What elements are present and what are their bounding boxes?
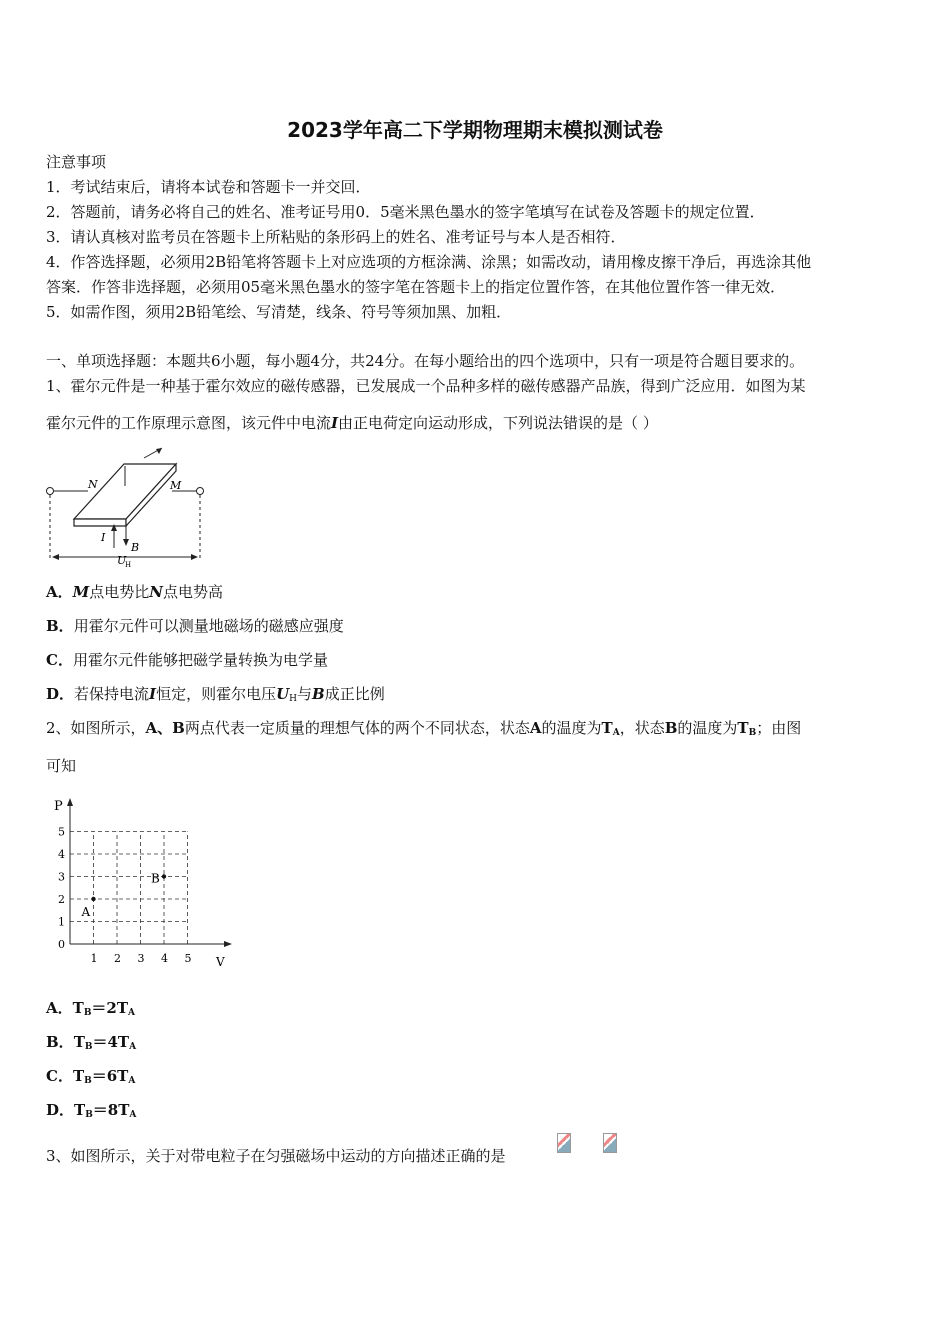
y-tick-label: 4 [58, 848, 65, 861]
broken-image-icon [603, 1133, 617, 1153]
question-1-text: 1、霍尔元件是一种基于霍尔效应的磁传感器，已发展成一个品种多样的磁传感器产品族，得到广泛应用．如图为某 [46, 377, 806, 395]
x-tick-label: 4 [161, 952, 168, 965]
broken-image-icon [557, 1133, 571, 1153]
section-heading: 一、单项选择题：本题共6小题，每小题4分，共24分。在每小题给出的四个选项中，只有一项是符合题目要求的。 [46, 352, 805, 370]
terminal-left [47, 488, 54, 495]
y-tick-label: 2 [58, 893, 65, 906]
question-2-text-2: 可知 [46, 757, 77, 775]
question-3-text: 3、如图所示，关于对带电粒子在匀强磁场中运动的方向描述正确的是 [46, 1147, 506, 1165]
y-tick-label: 5 [58, 825, 65, 839]
label-i: I [101, 531, 106, 544]
y-axis-label: P [54, 799, 63, 814]
x-tick-label: 2 [114, 952, 121, 965]
q1-option-a: A．M点电势比N点电势高 [46, 583, 223, 601]
notice-item: 2．答题前，请务必将自己的姓名、准考证号用0．5毫米黑色墨水的签字笔填写在试卷及答题卡的规定位置． [46, 203, 765, 221]
q1-option-c: C．用霍尔元件能够把磁学量转换为电学量 [46, 651, 328, 669]
q2-option-d: D．$T_B=8T_A$ [46, 1101, 137, 1120]
x-tick-label: 3 [137, 952, 145, 965]
q2-option-a: A．$T_B=2T_A$ [46, 999, 136, 1018]
label-u-sub: H [125, 561, 132, 569]
y-tick-label: 1 [58, 915, 65, 929]
terminal-right [197, 488, 204, 495]
question-2-text: 2、如图所示，A、B两点代表一定质量的理想气体的两个不同状态，状态A的温度为$T_A$，状态B的温度为$T_B$；由图 [46, 719, 802, 738]
point-b [162, 874, 166, 878]
q1-option-d: D．若保持电流I恒定，则霍尔电压$U_H$与B成正比例 [46, 685, 385, 704]
label-b: B [131, 541, 140, 554]
pv-chart [50, 792, 236, 972]
point-label-a: A [81, 905, 91, 919]
x-tick-label: 1 [90, 952, 98, 965]
q2-option-c: C．$T_B=6T_A$ [46, 1067, 136, 1086]
label-n: N [88, 478, 98, 491]
y-axis-arrow [67, 798, 73, 806]
q1-option-b: B．用霍尔元件可以测量地磁场的磁感应强度 [46, 617, 344, 635]
point-a [91, 897, 95, 901]
page-title: 2023学年高二下学期物理期末模拟测试卷 [287, 118, 663, 142]
x-tick-label: 5 [184, 952, 192, 965]
notice-item: 3．请认真核对监考员在答题卡上所粘贴的条形码上的姓名、准考证号与本人是否相符． [46, 228, 626, 246]
hall-element-diagram [44, 446, 210, 572]
notice-item: 答案．作答非选择题，必须用05毫米黑色墨水的签字笔在答题卡上的指定位置作答，在其他位置作答一律无效． [46, 278, 786, 296]
label-m: M [170, 479, 182, 492]
notice-item: 1．考试结束后，请将本试卷和答题卡一并交回． [46, 178, 371, 196]
y-tick-label: 0 [58, 938, 65, 951]
notice-item: 4．作答选择题，必须用2B铅笔将答题卡上对应选项的方框涂满、涂黑；如需改动，请用橡皮擦干净后，再选涂其他 [46, 253, 812, 271]
notice-item: 5．如需作图，须用2B铅笔绘、写清楚，线条、符号等须加黑、加粗． [46, 303, 512, 321]
x-axis-label: V [216, 955, 225, 969]
x-axis-arrow [224, 941, 232, 947]
point-label-b: B [151, 871, 160, 886]
y-tick-label: 3 [58, 870, 65, 884]
q2-option-b: B．$T_B=4T_A$ [46, 1033, 137, 1052]
question-1-text-2: 霍尔元件的工作原理示意图，该元件中电流I由正电荷定向运动形成，下列说法错误的是（ ） [46, 414, 658, 432]
notice-heading: 注意事项 [46, 153, 107, 171]
label-u: U [117, 554, 127, 567]
